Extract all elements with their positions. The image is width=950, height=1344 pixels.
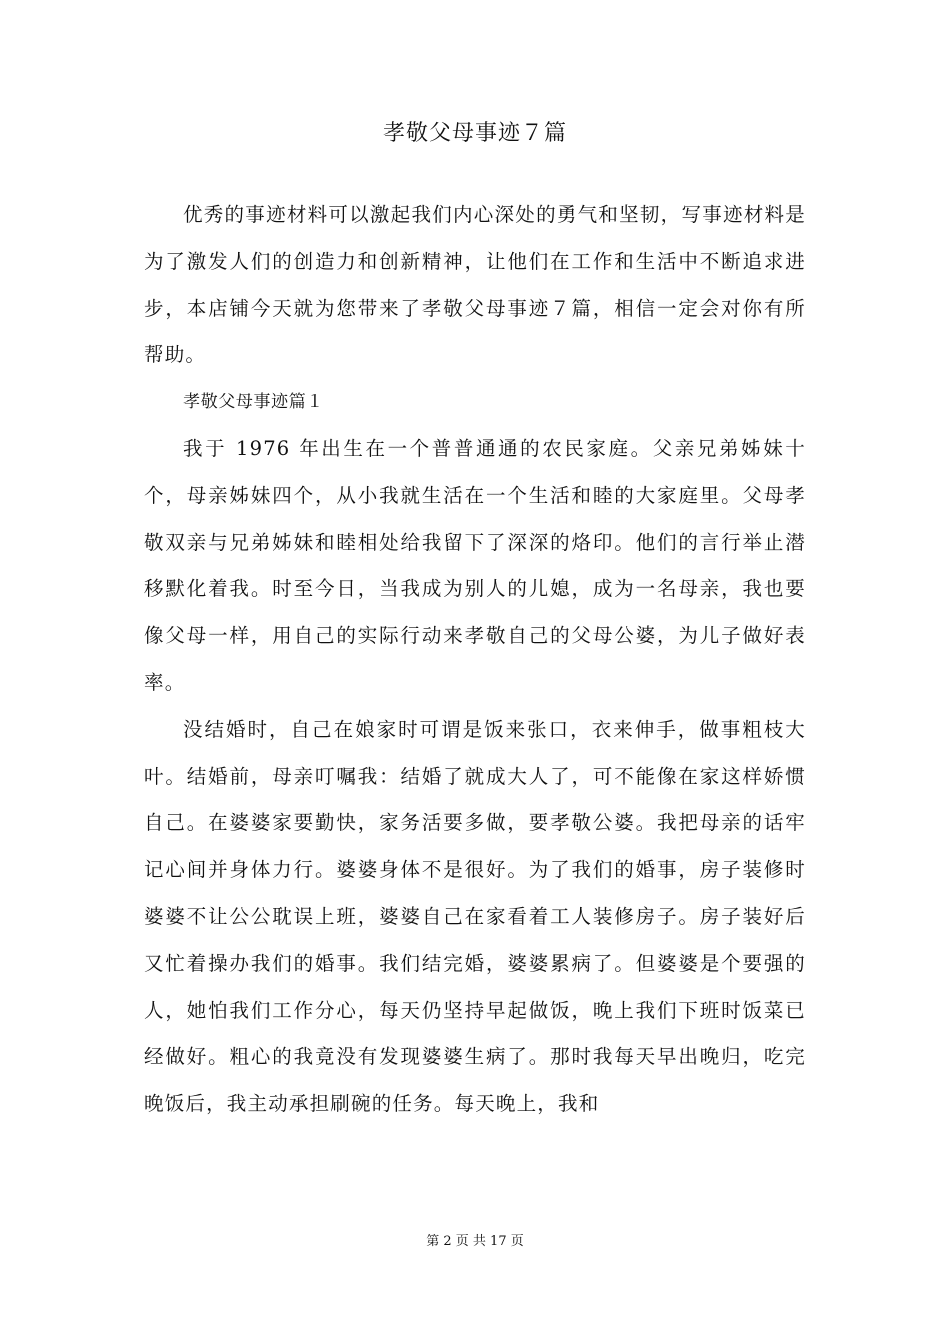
body-paragraph-2: 没结婚时，自己在娘家时可谓是饭来张口，衣来伸手，做事粗枝大叶。结婚前，母亲叮嘱我：结婚了就成大人了，可不能像在家这样娇惯自己。在婆婆家要勤快，家务活要多做，要孝敬公婆。我把母亲的话牢记心间并身体力行。婆婆身体不是很好。为了我们的婚事，房子装修时婆婆不让公公耽误上班，婆婆自己在家看着工人装修房子。房子装好后又忙着操办我们的婚事。我们结完婚，婆婆累病了。但婆婆是个要强的人，她怕我们工作分心，每天仍坚持早起做饭，晚上我们下班时饭菜已经做好。粗心的我竟没有发现婆婆生病了。那时我每天早出晚归，吃完晚饭后，我主动承担刷碗的任务。每天晚上，我和: [144, 717, 806, 1116]
document-body: [144, 192, 806, 1128]
section-heading: 孝敬父母事迹篇１: [183, 392, 324, 413]
body-paragraph-1: 我于 1976 年出生在一个普普通通的农民家庭。父亲兄弟姊妹十个，母亲姊妹四个，从小我就生活在一个生活和睦的大家庭里。父母孝敬双亲与兄弟姊妹和睦相处给我留下了深深的烙印。他们的言行举止潜移默化着我。时至今日，当我成为别人的儿媳，成为一名母亲，我也要像父母一样，用自己的实际行动来孝敬自己的父母公婆，为儿子做好表率。: [144, 436, 806, 694]
intro-paragraph: 优秀的事迹材料可以激起我们内心深处的勇气和坚韧，写事迹材料是为了激发人们的创造力和创新精神，让他们在工作和生活中不断追求进步，本店铺今天就为您带来了孝敬父母事迹７篇，相信一定会对你有所帮助。: [144, 203, 806, 367]
page-footer: 第 2 页 共 17 页: [426, 1234, 524, 1249]
document-title: 孝敬父母事迹７篇: [382, 121, 567, 146]
